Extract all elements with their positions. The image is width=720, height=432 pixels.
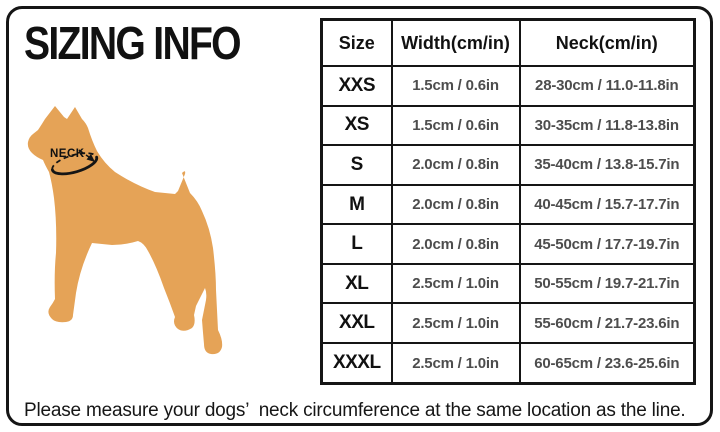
size-cell: L: [322, 224, 392, 264]
neck-cell: 60-65cm / 23.6-25.6in: [520, 343, 695, 383]
table-row: [322, 264, 695, 304]
neck-cell: 30-35cm / 11.8-13.8in: [520, 106, 695, 146]
neck-cell: 45-50cm / 17.7-19.7in: [520, 224, 695, 264]
neck-cell: 55-60cm / 21.7-23.6in: [520, 303, 695, 343]
table-row: [322, 224, 695, 264]
neck-cell: 50-55cm / 19.7-21.7in: [520, 264, 695, 304]
width-cell: 2.0cm / 0.8in: [392, 145, 520, 185]
size-cell: XS: [322, 106, 392, 146]
neck-cell: 28-30cm / 11.0-11.8in: [520, 66, 695, 106]
size-cell: XL: [322, 264, 392, 304]
neck-cell: 40-45cm / 15.7-17.7in: [520, 185, 695, 225]
table-row: [322, 343, 695, 383]
table-row: [322, 185, 695, 225]
size-cell: M: [322, 185, 392, 225]
measurement-note: Please measure your dogs’ neck circumference at the same location as the line.: [24, 400, 686, 421]
dog-illustration: [20, 93, 242, 365]
table-row: [322, 303, 695, 343]
width-cell: 2.5cm / 1.0in: [392, 343, 520, 383]
width-cell: 1.5cm / 0.6in: [392, 66, 520, 106]
page-title: SIZING INFO: [24, 17, 240, 69]
table-row: [322, 106, 695, 146]
size-cell: XXS: [322, 66, 392, 106]
size-cell: S: [322, 145, 392, 185]
width-cell: 1.5cm / 0.6in: [392, 106, 520, 146]
table-row: [322, 66, 695, 106]
column-header-neck: Neck(cm/in): [520, 20, 695, 67]
dog-silhouette-shape: [28, 106, 222, 354]
table-row: [322, 145, 695, 185]
width-cell: 2.0cm / 0.8in: [392, 224, 520, 264]
column-header-size: Size: [322, 20, 392, 67]
neck-label: NECK: [50, 148, 85, 160]
size-cell: XXXL: [322, 343, 392, 383]
table-header-row: [322, 20, 695, 67]
size-cell: XXL: [322, 303, 392, 343]
width-cell: 2.0cm / 0.8in: [392, 185, 520, 225]
neck-cell: 35-40cm / 13.8-15.7in: [520, 145, 695, 185]
width-cell: 2.5cm / 1.0in: [392, 264, 520, 304]
width-cell: 2.5cm / 1.0in: [392, 303, 520, 343]
column-header-width: Width(cm/in): [392, 20, 520, 67]
sizing-table: [320, 18, 696, 385]
